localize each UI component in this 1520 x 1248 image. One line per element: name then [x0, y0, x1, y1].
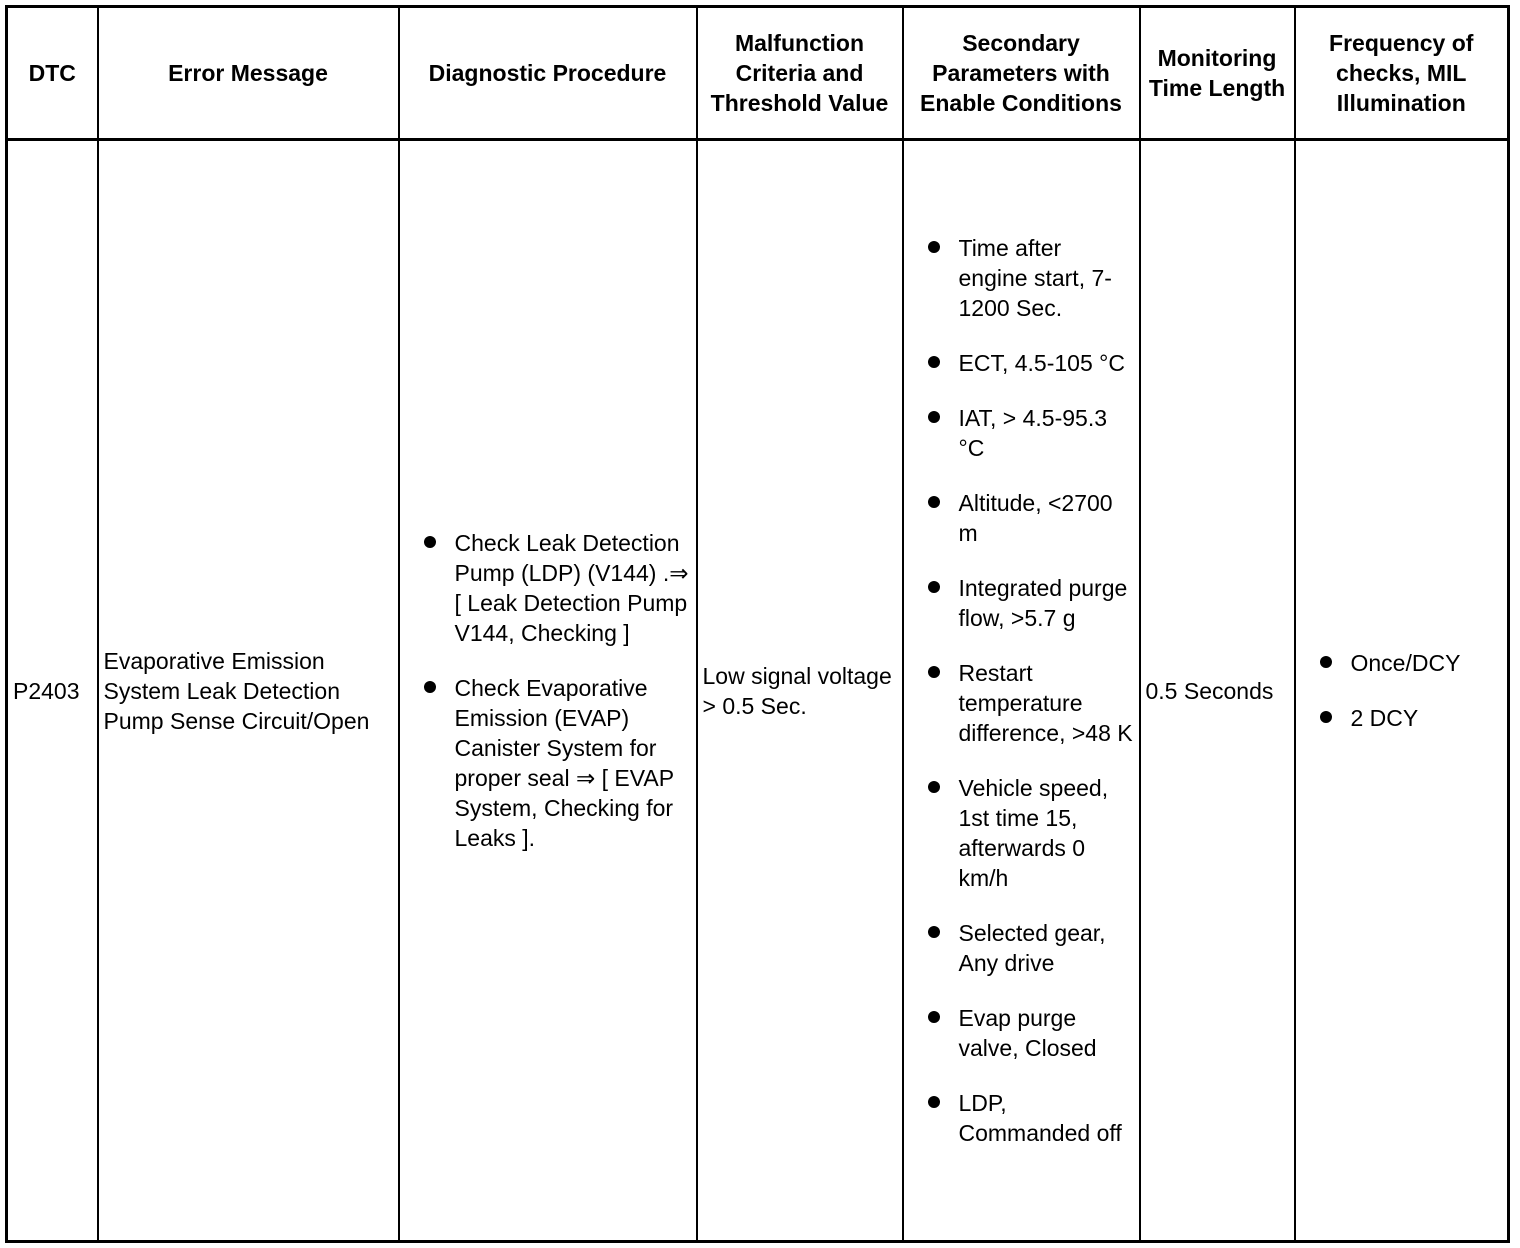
- list-item: [909, 773, 1134, 893]
- bullet-icon: [928, 356, 940, 368]
- table-row: [7, 140, 1509, 1242]
- frequency-text: 2 DCY: [1350, 705, 1419, 731]
- list-item: [909, 918, 1134, 978]
- cell-monitoring-time: 0.5 Seconds: [1140, 140, 1295, 1242]
- bullet-icon: [424, 536, 436, 548]
- list-item: [1301, 648, 1503, 678]
- bullet-icon: [424, 681, 436, 693]
- bullet-icon: [928, 241, 940, 253]
- parameter-text: ECT, 4.5-105 °C: [958, 350, 1125, 376]
- header-secondary-parameters: Secondary Parameters with Enable Conditions: [903, 7, 1140, 140]
- bullet-icon: [928, 1011, 940, 1023]
- bullet-icon: [928, 411, 940, 423]
- list-item: [405, 528, 691, 648]
- header-error-message: Error Message: [98, 7, 399, 140]
- header-dtc: DTC: [7, 7, 98, 140]
- cell-error-message: Evaporative Emission System Leak Detection Pump Sense Circuit/Open: [98, 140, 399, 1242]
- header-frequency: Frequency of checks, MIL Illumination: [1295, 7, 1509, 140]
- cell-malfunction-criteria: Low signal voltage > 0.5 Sec.: [697, 140, 903, 1242]
- parameter-text: Selected gear, Any drive: [958, 920, 1106, 976]
- parameter-text: Vehicle speed, 1st time 15, afterwards 0 km/h: [958, 775, 1109, 891]
- procedure-step-text: Check Leak Detection Pump (LDP) (V144) .⇒ [ Leak Detection Pump V144, Checking ]: [454, 530, 689, 646]
- list-item: [405, 673, 691, 853]
- parameter-text: Evap purge valve, Closed: [958, 1005, 1097, 1061]
- bullet-icon: [1320, 656, 1332, 668]
- diagnostic-procedure-list: [405, 528, 691, 853]
- parameter-text: Altitude, <2700 m: [958, 490, 1113, 546]
- list-item: [909, 488, 1134, 548]
- cell-secondary-parameters: [903, 140, 1140, 1242]
- header-row: [7, 7, 1509, 140]
- list-item: [909, 233, 1134, 323]
- cell-frequency: [1295, 140, 1509, 1242]
- parameter-text: Integrated purge flow, >5.7 g: [958, 575, 1128, 631]
- dtc-table: [5, 5, 1510, 1243]
- secondary-parameters-list: [909, 233, 1134, 1148]
- bullet-icon: [1320, 711, 1332, 723]
- bullet-icon: [928, 666, 940, 678]
- cell-dtc: P2403: [7, 140, 98, 1242]
- parameter-text: IAT, > 4.5-95.3 °C: [958, 405, 1108, 461]
- list-item: [909, 658, 1134, 748]
- bullet-icon: [928, 1096, 940, 1108]
- list-item: [909, 1003, 1134, 1063]
- parameter-text: Restart temperature difference, >48 K: [958, 660, 1133, 746]
- bullet-icon: [928, 496, 940, 508]
- parameter-text: LDP, Commanded off: [958, 1090, 1122, 1146]
- list-item: [909, 348, 1134, 378]
- list-item: [909, 403, 1134, 463]
- header-malfunction-criteria: Malfunction Criteria and Threshold Value: [697, 7, 903, 140]
- bullet-icon: [928, 926, 940, 938]
- bullet-icon: [928, 781, 940, 793]
- header-diagnostic-procedure: Diagnostic Procedure: [399, 7, 697, 140]
- header-monitoring-time: Monitoring Time Length: [1140, 7, 1295, 140]
- list-item: [909, 1088, 1134, 1148]
- cell-diagnostic-procedure: [399, 140, 697, 1242]
- frequency-list: [1301, 648, 1503, 733]
- list-item: [1301, 703, 1503, 733]
- parameter-text: Time after engine start, 7-1200 Sec.: [958, 235, 1112, 321]
- list-item: [909, 573, 1134, 633]
- bullet-icon: [928, 581, 940, 593]
- frequency-text: Once/DCY: [1350, 650, 1461, 676]
- procedure-step-text: Check Evaporative Emission (EVAP) Canister System for proper seal ⇒ [ EVAP System, Checking for Leaks ].: [454, 675, 674, 851]
